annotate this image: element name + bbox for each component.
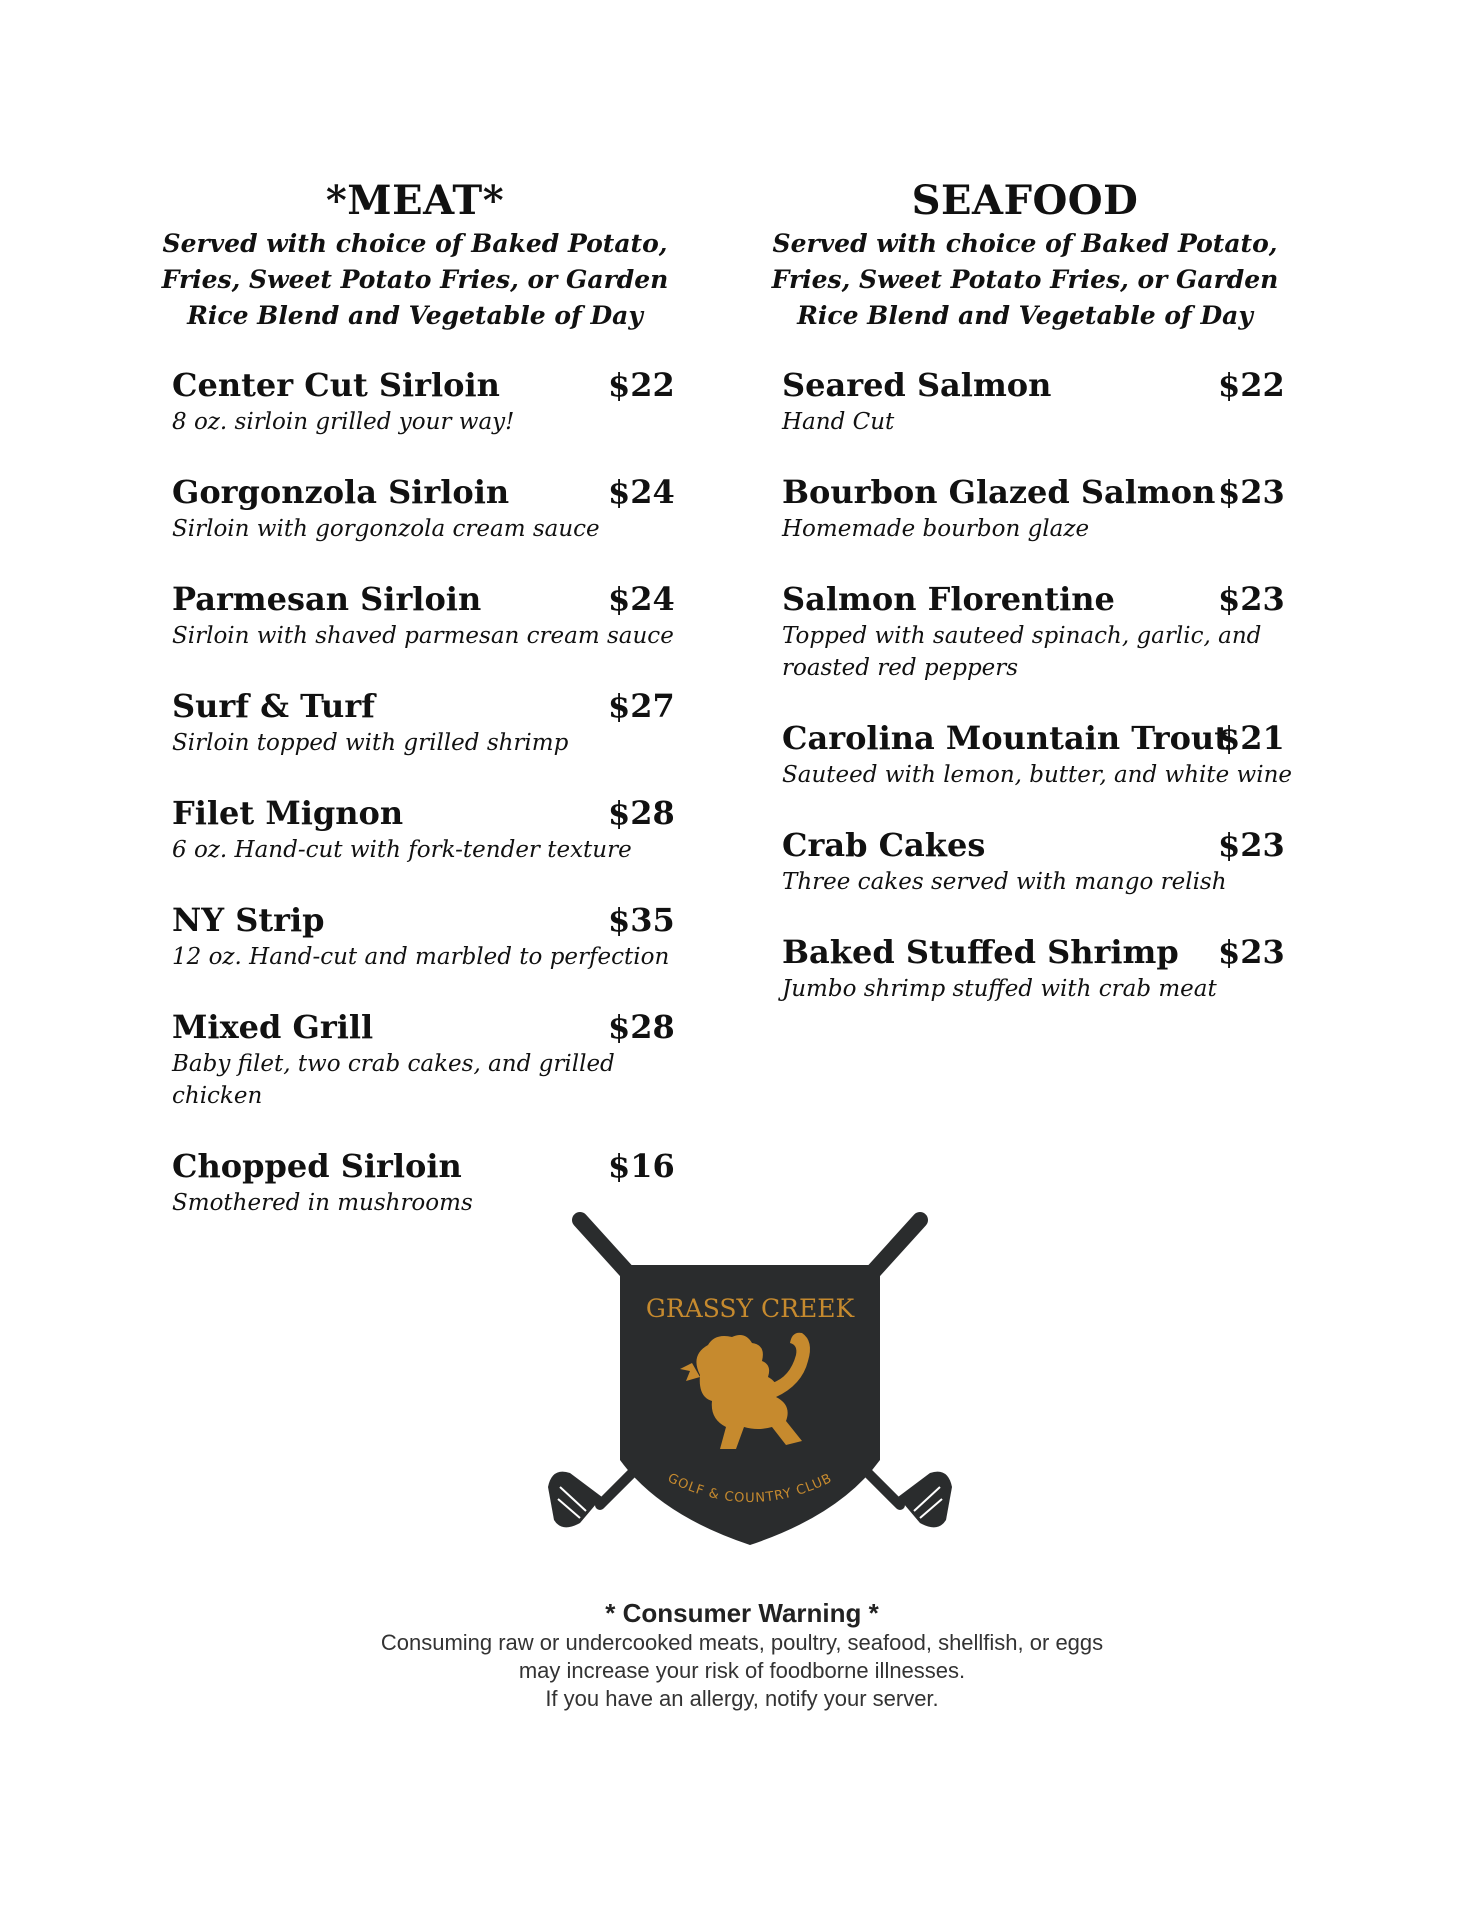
item-price: $24: [608, 473, 675, 511]
menu-item: [782, 933, 1302, 1005]
menu-item: [172, 687, 692, 759]
warning-line: Consuming raw or undercooked meats, poultry, seafood, shellfish, or eggs: [380, 1630, 1104, 1655]
warning-title: * Consumer Warning *: [605, 1598, 879, 1628]
logo-bottom-text: GOLF & COUNTRY CLUB: [665, 1470, 835, 1507]
menu-item: [782, 473, 1302, 545]
menu-item: [782, 366, 1302, 438]
item-name: Surf & Turf: [172, 687, 375, 725]
seafood-title: SEAFOOD: [911, 177, 1139, 224]
meat-subtitle: Served with choice of Baked Potato, Fries, Sweet Potato Fries, or Garden Rice Blend and Vegetable of Day: [161, 229, 669, 330]
menu-item: [782, 580, 1302, 684]
logo-top-text: GRASSY CREEK: [645, 1294, 855, 1323]
item-name: Baked Stuffed Shrimp: [782, 933, 1179, 971]
item-description: Topped with sauteed spinach, garlic, and roasted red peppers: [782, 623, 1262, 681]
item-name: Center Cut Sirloin: [172, 366, 500, 404]
item-name: Parmesan Sirloin: [172, 580, 482, 618]
item-name: Salmon Florentine: [782, 580, 1115, 618]
menu-item: [782, 719, 1302, 791]
item-description: 8 oz. sirloin grilled your way!: [172, 409, 515, 435]
item-name: Gorgonzola Sirloin: [172, 473, 510, 511]
menu-item: [172, 1008, 692, 1112]
item-price: $21: [1218, 719, 1285, 757]
item-name: NY Strip: [172, 901, 325, 939]
item-price: $24: [608, 580, 675, 618]
menu-item: [782, 826, 1302, 898]
seafood-subtitle: Served with choice of Baked Potato, Fries, Sweet Potato Fries, or Garden Rice Blend and Vegetable of Day: [771, 229, 1279, 330]
item-description: Jumbo shrimp stuffed with crab meat: [782, 976, 1217, 1002]
meat-items: [172, 366, 692, 1219]
crest-icon: [540, 1205, 960, 1550]
item-price: $28: [608, 1008, 675, 1046]
item-price: $28: [608, 794, 675, 832]
menu-item: [172, 580, 692, 652]
item-description: Sirloin topped with grilled shrimp: [172, 730, 569, 756]
item-name: Seared Salmon: [782, 366, 1052, 404]
seafood-section: [771, 177, 1302, 1040]
menu-item: [172, 901, 692, 973]
item-price: $23: [1218, 580, 1285, 618]
item-description: Smothered in mushrooms: [172, 1190, 473, 1216]
item-description: Three cakes served with mango relish: [782, 869, 1227, 895]
menu-item: [172, 794, 692, 866]
item-name: Bourbon Glazed Salmon: [782, 473, 1216, 511]
item-description: 12 oz. Hand-cut and marbled to perfection: [172, 944, 670, 970]
item-price: $22: [1218, 366, 1285, 404]
item-name: Carolina Mountain Trout: [782, 719, 1229, 757]
item-name: Crab Cakes: [782, 826, 986, 864]
meat-title: *MEAT*: [325, 177, 505, 224]
warning-line: If you have an allergy, notify your server.: [545, 1686, 939, 1711]
warning-line: may increase your risk of foodborne illnesses.: [518, 1658, 966, 1683]
item-description: Sirloin with gorgonzola cream sauce: [172, 516, 600, 542]
item-price: $27: [608, 687, 675, 725]
item-description: Sirloin with shaved parmesan cream sauce: [172, 623, 674, 649]
menu-item: [172, 473, 692, 545]
item-price: $16: [608, 1147, 675, 1185]
item-price: $35: [608, 901, 675, 939]
seafood-items: [782, 366, 1302, 1005]
item-description: 6 oz. Hand-cut with fork-tender texture: [172, 837, 632, 863]
item-name: Filet Mignon: [172, 794, 404, 832]
meat-section: [161, 177, 692, 1254]
menu-item: [172, 366, 692, 438]
consumer-warning: [300, 1597, 1184, 1713]
item-description: Baby filet, two crab cakes, and grilled chicken: [172, 1051, 615, 1109]
item-price: $22: [608, 366, 675, 404]
item-description: Sauteed with lemon, butter, and white wine: [782, 762, 1293, 788]
item-price: $23: [1218, 933, 1285, 971]
item-description: Hand Cut: [782, 409, 895, 435]
club-logo: [540, 1205, 960, 1550]
item-name: Mixed Grill: [172, 1008, 374, 1046]
item-price: $23: [1218, 826, 1285, 864]
item-name: Chopped Sirloin: [172, 1147, 462, 1185]
item-description: Homemade bourbon glaze: [782, 516, 1090, 542]
item-price: $23: [1218, 473, 1285, 511]
